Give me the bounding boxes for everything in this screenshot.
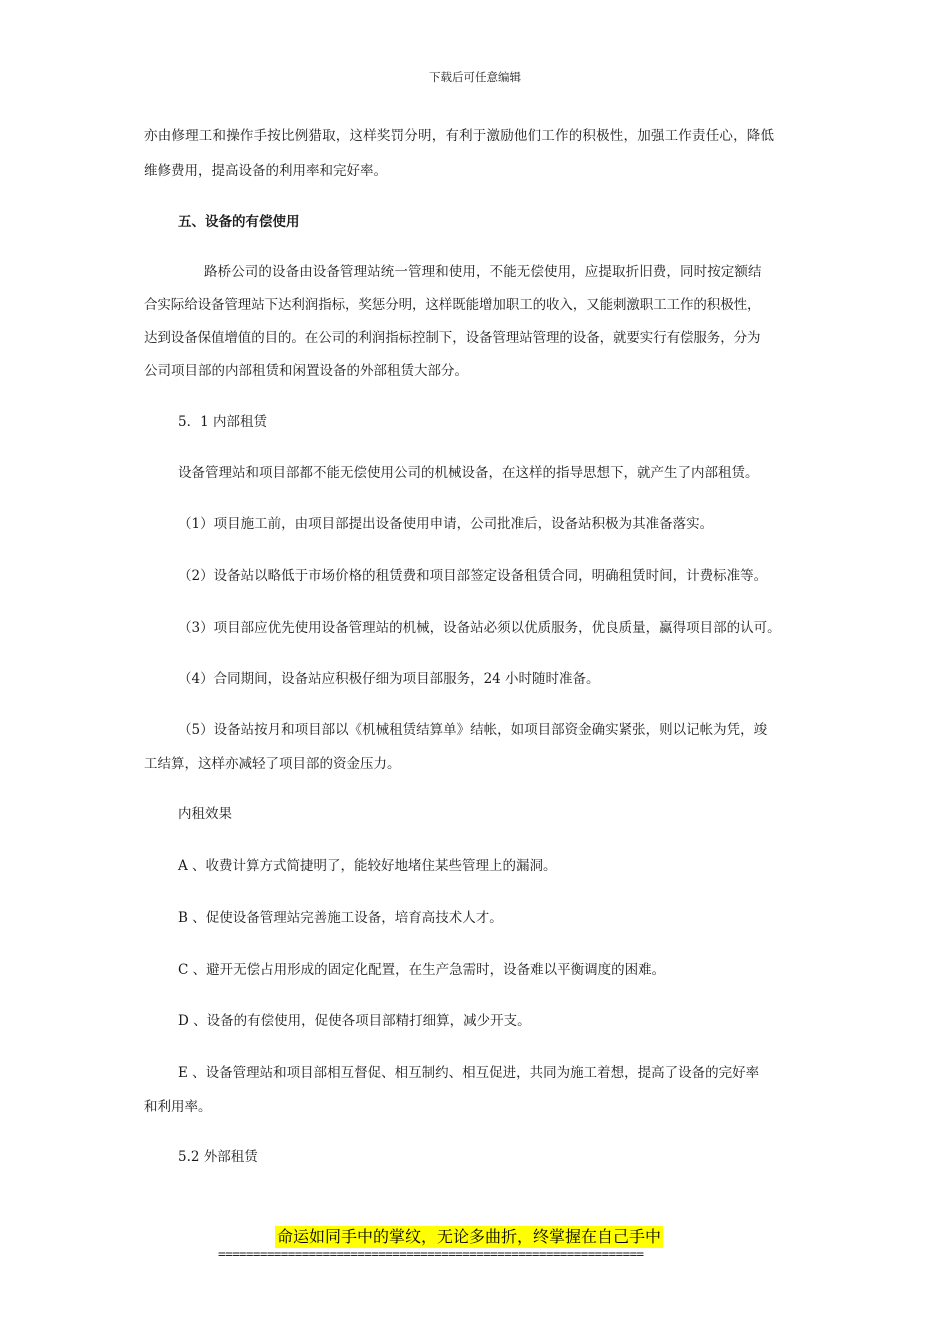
subsection-heading: 5．1 内部租赁 [178, 414, 267, 430]
section-heading: 五、设备的有偿使用 [178, 214, 300, 230]
page-header: 下载后可任意编辑 [429, 70, 521, 84]
list-item: C 、避开无偿占用形成的固定化配置，在生产急需时，设备难以平衡调度的困难。 [178, 962, 666, 978]
paragraph-line: 亦由修理工和操作手按比例猎取，这样奖罚分明，有利于激励他们工作的积极性，加强工作责任心，降低 [144, 128, 775, 144]
list-item: B 、促使设备管理站完善施工设备，培育高技术人才。 [178, 910, 503, 926]
list-item: D 、设备的有偿使用，促使各项目部精打细算，减少开支。 [178, 1013, 531, 1029]
list-item-continuation: 工结算，这样亦减轻了项目部的资金压力。 [144, 756, 401, 772]
list-item: （1）项目施工前，由项目部提出设备使用申请，公司批准后，设备站积极为其准备落实。 [178, 516, 714, 532]
paragraph-line: 公司项目部的内部租赁和闲置设备的外部租赁大部分。 [144, 363, 468, 379]
subsection-heading: 5.2 外部租赁 [178, 1149, 258, 1165]
paragraph-line: 达到设备保值增值的目的。在公司的利润指标控制下，设备管理站管理的设备，就要实行有偿服务，分为 [144, 330, 761, 346]
paragraph-line: 设备管理站和项目部都不能无偿使用公司的机械设备，在这样的指导思想下，就产生了内部租赁。 [178, 465, 759, 481]
footer-separator-rule: ============================================================= [218, 1247, 644, 1261]
paragraph-line: 合实际给设备管理站下达利润指标，奖惩分明，这样既能增加职工的收入，又能刺激职工工作的积极性， [144, 297, 761, 313]
list-item-continuation: 和利用率。 [144, 1099, 212, 1115]
paragraph-line: 路桥公司的设备由设备管理站统一管理和使用，不能无偿使用，应提取折旧费，同时按定额结 [204, 264, 762, 280]
paragraph-line: 维修费用，提高设备的利用率和完好率。 [144, 163, 387, 179]
list-item: A 、收费计算方式简捷明了，能较好地堵住某些管理上的漏洞。 [178, 858, 557, 874]
list-item: （4）合同期间，设备站应积极仔细为项目部服务，24 小时随时准备。 [178, 671, 600, 687]
list-item: （5）设备站按月和项目部以《机械租赁结算单》结帐，如项目部资金确实紧张，则以记帐为凭，竣 [178, 722, 768, 738]
list-item: （3）项目部应优先使用设备管理站的机械，设备站必须以优质服务，优良质量，赢得项目部的认可。 [178, 620, 781, 636]
list-item: （2）设备站以略低于市场价格的租赁费和项目部签定设备租赁合同，明确租赁时间，计费标准等。 [178, 568, 768, 584]
list-item: E 、设备管理站和项目部相互督促、相互制约、相互促进，共同为施工着想，提高了设备的完好率 [178, 1065, 760, 1081]
footer-motto-banner: 命运如同手中的掌纹，无论多曲折，终掌握在自己手中 [277, 1227, 662, 1246]
subsection-heading: 内租效果 [178, 806, 232, 822]
